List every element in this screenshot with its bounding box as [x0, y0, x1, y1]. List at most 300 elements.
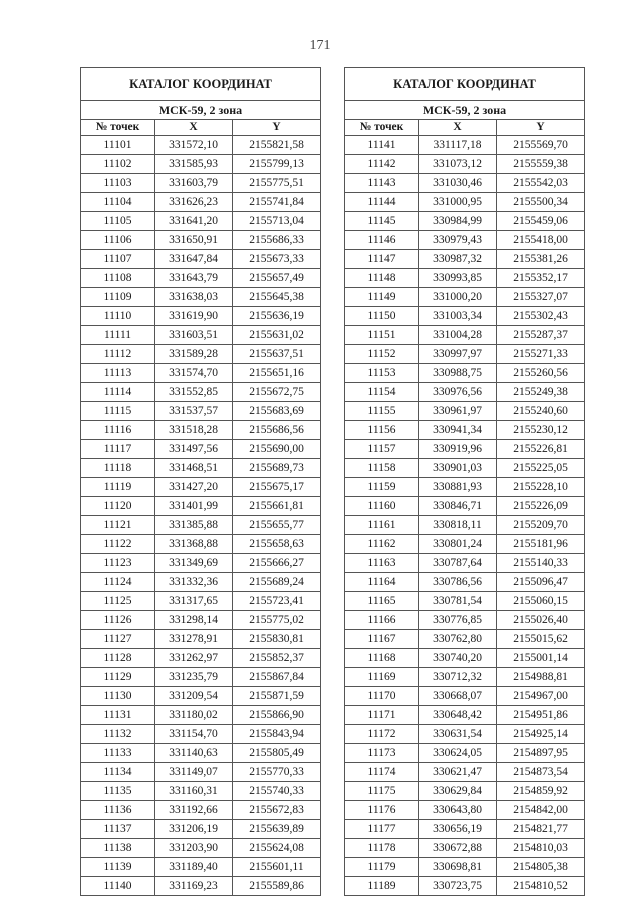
point-number-cell: 11178: [345, 839, 419, 858]
x-coordinate-cell: 331180,02: [155, 706, 233, 725]
table-row: [81, 744, 321, 763]
point-number-cell: 11108: [81, 269, 155, 288]
x-coordinate-cell: 330672,88: [419, 839, 497, 858]
y-coordinate-cell: 2155636,19: [233, 307, 321, 326]
y-coordinate-cell: 2155459,06: [497, 212, 585, 231]
x-coordinate-cell: 331004,28: [419, 326, 497, 345]
y-coordinate-cell: 2154842,00: [497, 801, 585, 820]
table-row: [345, 307, 585, 326]
table-row: [345, 763, 585, 782]
point-number-cell: 11118: [81, 459, 155, 478]
table-row: [81, 345, 321, 364]
y-coordinate-cell: 2154951,86: [497, 706, 585, 725]
point-number-cell: 11160: [345, 497, 419, 516]
table-row: [81, 649, 321, 668]
x-coordinate-cell: 330621,47: [419, 763, 497, 782]
point-number-cell: 11127: [81, 630, 155, 649]
y-coordinate-cell: 2155302,43: [497, 307, 585, 326]
point-number-cell: 11189: [345, 877, 419, 896]
y-coordinate-cell: 2155589,86: [233, 877, 321, 896]
x-coordinate-cell: 331518,28: [155, 421, 233, 440]
y-coordinate-cell: 2155287,37: [497, 326, 585, 345]
x-coordinate-cell: 330648,42: [419, 706, 497, 725]
point-number-cell: 11176: [345, 801, 419, 820]
x-coordinate-cell: 330984,99: [419, 212, 497, 231]
point-number-cell: 11171: [345, 706, 419, 725]
y-coordinate-cell: 2155651,16: [233, 364, 321, 383]
y-coordinate-cell: 2155770,33: [233, 763, 321, 782]
point-number-cell: 11139: [81, 858, 155, 877]
x-coordinate-cell: 331401,99: [155, 497, 233, 516]
point-number-cell: 11116: [81, 421, 155, 440]
table-row: [81, 402, 321, 421]
x-coordinate-cell: 331192,66: [155, 801, 233, 820]
x-coordinate-cell: 331368,88: [155, 535, 233, 554]
y-coordinate-cell: 2155675,17: [233, 478, 321, 497]
y-coordinate-cell: 2155657,49: [233, 269, 321, 288]
catalog-body-right: [345, 136, 585, 896]
point-number-cell: 11119: [81, 478, 155, 497]
x-coordinate-cell: 330801,24: [419, 535, 497, 554]
x-coordinate-cell: 331206,19: [155, 820, 233, 839]
column-header-point-number: № точек: [345, 120, 419, 136]
column-header-x: X: [419, 120, 497, 136]
y-coordinate-cell: 2155271,33: [497, 345, 585, 364]
point-number-cell: 11104: [81, 193, 155, 212]
table-row: [81, 820, 321, 839]
y-coordinate-cell: 2154810,52: [497, 877, 585, 896]
point-number-cell: 11137: [81, 820, 155, 839]
y-coordinate-cell: 2155686,33: [233, 231, 321, 250]
y-coordinate-cell: 2155601,11: [233, 858, 321, 877]
point-number-cell: 11175: [345, 782, 419, 801]
table-row: [345, 383, 585, 402]
y-coordinate-cell: 2155689,24: [233, 573, 321, 592]
y-coordinate-cell: 2155249,38: [497, 383, 585, 402]
x-coordinate-cell: 331169,23: [155, 877, 233, 896]
point-number-cell: 11129: [81, 668, 155, 687]
table-row: [81, 535, 321, 554]
y-coordinate-cell: 2155140,33: [497, 554, 585, 573]
point-number-cell: 11138: [81, 839, 155, 858]
x-coordinate-cell: 330787,64: [419, 554, 497, 573]
y-coordinate-cell: 2155661,81: [233, 497, 321, 516]
point-number-cell: 11170: [345, 687, 419, 706]
x-coordinate-cell: 331468,51: [155, 459, 233, 478]
y-coordinate-cell: 2155381,26: [497, 250, 585, 269]
table-row: [81, 497, 321, 516]
y-coordinate-cell: 2155637,51: [233, 345, 321, 364]
table-row: [345, 630, 585, 649]
table-row: [81, 630, 321, 649]
point-number-cell: 11103: [81, 174, 155, 193]
page-number: 171: [309, 38, 331, 53]
x-coordinate-cell: 331537,57: [155, 402, 233, 421]
table-row: [345, 326, 585, 345]
y-coordinate-cell: 2154821,77: [497, 820, 585, 839]
table-row: [345, 364, 585, 383]
x-coordinate-cell: 331298,14: [155, 611, 233, 630]
x-coordinate-cell: 331140,63: [155, 744, 233, 763]
point-number-cell: 11140: [81, 877, 155, 896]
x-coordinate-cell: 331349,69: [155, 554, 233, 573]
point-number-cell: 11131: [81, 706, 155, 725]
point-number-cell: 11145: [345, 212, 419, 231]
point-number-cell: 11115: [81, 402, 155, 421]
table-row: [345, 288, 585, 307]
table-row: [345, 744, 585, 763]
x-coordinate-cell: 330631,54: [419, 725, 497, 744]
table-row: [81, 478, 321, 497]
column-header-point-number: № точек: [81, 120, 155, 136]
table-row: [81, 725, 321, 744]
x-coordinate-cell: 331003,34: [419, 307, 497, 326]
table-row: [81, 592, 321, 611]
y-coordinate-cell: 2155631,02: [233, 326, 321, 345]
point-number-cell: 11143: [345, 174, 419, 193]
table-row: [345, 592, 585, 611]
y-coordinate-cell: 2155866,90: [233, 706, 321, 725]
y-coordinate-cell: 2155230,12: [497, 421, 585, 440]
table-row: [81, 516, 321, 535]
point-number-cell: 11161: [345, 516, 419, 535]
table-row: [81, 174, 321, 193]
point-number-cell: 11132: [81, 725, 155, 744]
point-number-cell: 11113: [81, 364, 155, 383]
point-number-cell: 11164: [345, 573, 419, 592]
x-coordinate-cell: 330624,05: [419, 744, 497, 763]
coordinate-catalog-left: [80, 67, 321, 896]
x-coordinate-cell: 330668,07: [419, 687, 497, 706]
table-row: [81, 459, 321, 478]
x-coordinate-cell: 330776,85: [419, 611, 497, 630]
table-row: [345, 250, 585, 269]
table-row: [81, 364, 321, 383]
y-coordinate-cell: 2155500,34: [497, 193, 585, 212]
point-number-cell: 11150: [345, 307, 419, 326]
y-coordinate-cell: 2155559,38: [497, 155, 585, 174]
y-coordinate-cell: 2155096,47: [497, 573, 585, 592]
point-number-cell: 11130: [81, 687, 155, 706]
table-row: [345, 136, 585, 155]
table-row: [345, 801, 585, 820]
x-coordinate-cell: 331647,84: [155, 250, 233, 269]
x-coordinate-cell: 330656,19: [419, 820, 497, 839]
point-number-cell: 11124: [81, 573, 155, 592]
y-coordinate-cell: 2155260,56: [497, 364, 585, 383]
table-row: [345, 459, 585, 478]
table-row: [81, 554, 321, 573]
x-coordinate-cell: 330629,84: [419, 782, 497, 801]
x-coordinate-cell: 331619,90: [155, 307, 233, 326]
y-coordinate-cell: 2155821,58: [233, 136, 321, 155]
x-coordinate-cell: 330781,54: [419, 592, 497, 611]
x-coordinate-cell: 330818,11: [419, 516, 497, 535]
y-coordinate-cell: 2155672,75: [233, 383, 321, 402]
table-row: [345, 497, 585, 516]
y-coordinate-cell: 2155228,10: [497, 478, 585, 497]
point-number-cell: 11128: [81, 649, 155, 668]
y-coordinate-cell: 2154805,38: [497, 858, 585, 877]
table-row: [81, 668, 321, 687]
x-coordinate-cell: 330881,93: [419, 478, 497, 497]
x-coordinate-cell: 330993,85: [419, 269, 497, 288]
table-row: [345, 573, 585, 592]
coordinate-catalog-right: [344, 67, 585, 896]
table-row: [81, 231, 321, 250]
table-row: [345, 839, 585, 858]
point-number-cell: 11144: [345, 193, 419, 212]
x-coordinate-cell: 330997,97: [419, 345, 497, 364]
point-number-cell: 11156: [345, 421, 419, 440]
y-coordinate-cell: 2155805,49: [233, 744, 321, 763]
point-number-cell: 11158: [345, 459, 419, 478]
catalog-body-left: [81, 136, 321, 896]
table-row: [345, 554, 585, 573]
y-coordinate-cell: 2155569,70: [497, 136, 585, 155]
x-coordinate-cell: 331235,79: [155, 668, 233, 687]
point-number-cell: 11101: [81, 136, 155, 155]
table-row: [345, 421, 585, 440]
y-coordinate-cell: 2154988,81: [497, 668, 585, 687]
y-coordinate-cell: 2155775,02: [233, 611, 321, 630]
x-coordinate-cell: 330643,80: [419, 801, 497, 820]
point-number-cell: 11110: [81, 307, 155, 326]
coordinate-system-zone: МСК-59, 2 зона: [81, 101, 321, 120]
y-coordinate-cell: 2155352,17: [497, 269, 585, 288]
x-coordinate-cell: 331603,51: [155, 326, 233, 345]
y-coordinate-cell: 2155060,15: [497, 592, 585, 611]
table-row: [81, 136, 321, 155]
point-number-cell: 11169: [345, 668, 419, 687]
y-coordinate-cell: 2155852,37: [233, 649, 321, 668]
table-row: [345, 725, 585, 744]
y-coordinate-cell: 2155713,04: [233, 212, 321, 231]
column-header-y: Y: [497, 120, 585, 136]
x-coordinate-cell: 331160,31: [155, 782, 233, 801]
y-coordinate-cell: 2155226,81: [497, 440, 585, 459]
table-row: [345, 611, 585, 630]
y-coordinate-cell: 2155799,13: [233, 155, 321, 174]
table-row: [81, 839, 321, 858]
point-number-cell: 11106: [81, 231, 155, 250]
point-number-cell: 11179: [345, 858, 419, 877]
coordinate-system-zone: МСК-59, 2 зона: [345, 101, 585, 120]
table-row: [345, 269, 585, 288]
table-row: [81, 421, 321, 440]
y-coordinate-cell: 2154859,92: [497, 782, 585, 801]
x-coordinate-cell: 330979,43: [419, 231, 497, 250]
x-coordinate-cell: 331262,97: [155, 649, 233, 668]
y-coordinate-cell: 2155015,62: [497, 630, 585, 649]
column-header-x: X: [155, 120, 233, 136]
x-coordinate-cell: 331650,91: [155, 231, 233, 250]
x-coordinate-cell: 331552,85: [155, 383, 233, 402]
point-number-cell: 11133: [81, 744, 155, 763]
x-coordinate-cell: 331317,65: [155, 592, 233, 611]
x-coordinate-cell: 331117,18: [419, 136, 497, 155]
point-number-cell: 11141: [345, 136, 419, 155]
point-number-cell: 11102: [81, 155, 155, 174]
y-coordinate-cell: 2155542,03: [497, 174, 585, 193]
x-coordinate-cell: 331332,36: [155, 573, 233, 592]
table-row: [81, 307, 321, 326]
point-number-cell: 11147: [345, 250, 419, 269]
table-row: [81, 383, 321, 402]
x-coordinate-cell: 331585,93: [155, 155, 233, 174]
table-row: [345, 516, 585, 535]
point-number-cell: 11107: [81, 250, 155, 269]
table-row: [345, 706, 585, 725]
y-coordinate-cell: 2155645,38: [233, 288, 321, 307]
x-coordinate-cell: 331574,70: [155, 364, 233, 383]
x-coordinate-cell: 330712,32: [419, 668, 497, 687]
x-coordinate-cell: 331589,28: [155, 345, 233, 364]
x-coordinate-cell: 331209,54: [155, 687, 233, 706]
x-coordinate-cell: 330988,75: [419, 364, 497, 383]
point-number-cell: 11148: [345, 269, 419, 288]
point-number-cell: 11135: [81, 782, 155, 801]
column-header-y: Y: [233, 120, 321, 136]
x-coordinate-cell: 331643,79: [155, 269, 233, 288]
x-coordinate-cell: 330846,71: [419, 497, 497, 516]
y-coordinate-cell: 2155327,07: [497, 288, 585, 307]
table-row: [81, 877, 321, 896]
point-number-cell: 11167: [345, 630, 419, 649]
y-coordinate-cell: 2155026,40: [497, 611, 585, 630]
point-number-cell: 11152: [345, 345, 419, 364]
table-row: [81, 763, 321, 782]
table-row: [81, 269, 321, 288]
x-coordinate-cell: 331603,79: [155, 174, 233, 193]
x-coordinate-cell: 331572,10: [155, 136, 233, 155]
y-coordinate-cell: 2155775,51: [233, 174, 321, 193]
y-coordinate-cell: 2155226,09: [497, 497, 585, 516]
x-coordinate-cell: 330698,81: [419, 858, 497, 877]
point-number-cell: 11151: [345, 326, 419, 345]
point-number-cell: 11165: [345, 592, 419, 611]
y-coordinate-cell: 2155686,56: [233, 421, 321, 440]
point-number-cell: 11126: [81, 611, 155, 630]
table-row: [81, 212, 321, 231]
table-row: [81, 250, 321, 269]
y-coordinate-cell: 2155830,81: [233, 630, 321, 649]
y-coordinate-cell: 2154967,00: [497, 687, 585, 706]
point-number-cell: 11174: [345, 763, 419, 782]
x-coordinate-cell: 331497,56: [155, 440, 233, 459]
point-number-cell: 11166: [345, 611, 419, 630]
x-coordinate-cell: 331626,23: [155, 193, 233, 212]
point-number-cell: 11172: [345, 725, 419, 744]
table-row: [81, 155, 321, 174]
point-number-cell: 11162: [345, 535, 419, 554]
x-coordinate-cell: 331385,88: [155, 516, 233, 535]
table-row: [345, 402, 585, 421]
table-row: [345, 345, 585, 364]
table-row: [345, 212, 585, 231]
y-coordinate-cell: 2155001,14: [497, 649, 585, 668]
x-coordinate-cell: 331154,70: [155, 725, 233, 744]
point-number-cell: 11149: [345, 288, 419, 307]
point-number-cell: 11109: [81, 288, 155, 307]
y-coordinate-cell: 2155741,84: [233, 193, 321, 212]
table-row: [81, 782, 321, 801]
table-row: [81, 573, 321, 592]
y-coordinate-cell: 2155683,69: [233, 402, 321, 421]
x-coordinate-cell: 331278,91: [155, 630, 233, 649]
point-number-cell: 11177: [345, 820, 419, 839]
y-coordinate-cell: 2155658,63: [233, 535, 321, 554]
y-coordinate-cell: 2155639,89: [233, 820, 321, 839]
y-coordinate-cell: 2155871,59: [233, 687, 321, 706]
y-coordinate-cell: 2155672,83: [233, 801, 321, 820]
x-coordinate-cell: 331427,20: [155, 478, 233, 497]
x-coordinate-cell: 331149,07: [155, 763, 233, 782]
table-row: [81, 288, 321, 307]
table-row: [345, 155, 585, 174]
y-coordinate-cell: 2155655,77: [233, 516, 321, 535]
point-number-cell: 11112: [81, 345, 155, 364]
x-coordinate-cell: 330919,96: [419, 440, 497, 459]
point-number-cell: 11120: [81, 497, 155, 516]
table-row: [345, 535, 585, 554]
x-coordinate-cell: 331638,03: [155, 288, 233, 307]
point-number-cell: 11114: [81, 383, 155, 402]
table-row: [81, 611, 321, 630]
point-number-cell: 11159: [345, 478, 419, 497]
table-row: [81, 193, 321, 212]
y-coordinate-cell: 2154810,03: [497, 839, 585, 858]
point-number-cell: 11163: [345, 554, 419, 573]
point-number-cell: 11105: [81, 212, 155, 231]
table-row: [345, 687, 585, 706]
x-coordinate-cell: 331189,40: [155, 858, 233, 877]
point-number-cell: 11173: [345, 744, 419, 763]
y-coordinate-cell: 2154897,95: [497, 744, 585, 763]
point-number-cell: 11136: [81, 801, 155, 820]
point-number-cell: 11146: [345, 231, 419, 250]
point-number-cell: 11123: [81, 554, 155, 573]
y-coordinate-cell: 2155867,84: [233, 668, 321, 687]
y-coordinate-cell: 2155723,41: [233, 592, 321, 611]
point-number-cell: 11111: [81, 326, 155, 345]
y-coordinate-cell: 2155624,08: [233, 839, 321, 858]
y-coordinate-cell: 2155843,94: [233, 725, 321, 744]
table-row: [345, 877, 585, 896]
table-row: [81, 801, 321, 820]
table-row: [81, 687, 321, 706]
table-row: [345, 668, 585, 687]
table-row: [345, 478, 585, 497]
point-number-cell: 11154: [345, 383, 419, 402]
table-row: [345, 440, 585, 459]
x-coordinate-cell: 330901,03: [419, 459, 497, 478]
x-coordinate-cell: 330762,80: [419, 630, 497, 649]
point-number-cell: 11134: [81, 763, 155, 782]
y-coordinate-cell: 2154925,14: [497, 725, 585, 744]
point-number-cell: 11157: [345, 440, 419, 459]
point-number-cell: 11117: [81, 440, 155, 459]
point-number-cell: 11121: [81, 516, 155, 535]
x-coordinate-cell: 330976,56: [419, 383, 497, 402]
point-number-cell: 11153: [345, 364, 419, 383]
y-coordinate-cell: 2155666,27: [233, 554, 321, 573]
y-coordinate-cell: 2155209,70: [497, 516, 585, 535]
table-row: [81, 326, 321, 345]
point-number-cell: 11142: [345, 155, 419, 174]
catalog-title: КАТАЛОГ КООРДИНАТ: [81, 68, 321, 101]
point-number-cell: 11168: [345, 649, 419, 668]
